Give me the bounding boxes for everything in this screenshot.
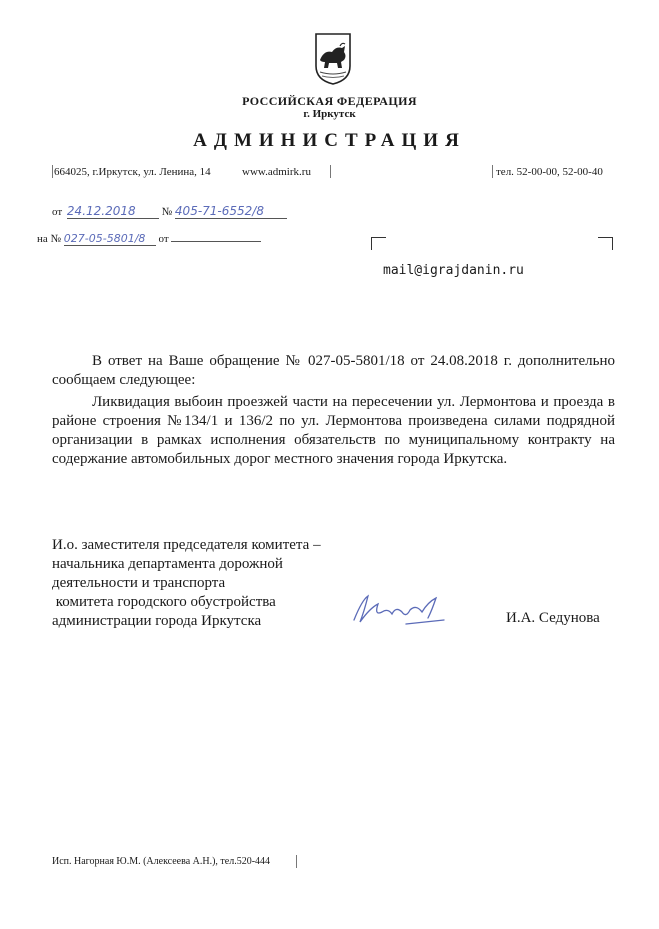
outgoing-date-row: [52, 204, 287, 219]
reply-to-row: [37, 231, 261, 246]
divider: [296, 855, 297, 868]
country-name: РОССИЙСКАЯ ФЕДЕРАЦИЯ: [242, 94, 417, 108]
number-prefix: №: [161, 206, 173, 218]
phone: тел. 52-00-00, 52-00-40: [496, 166, 603, 178]
signatory-title: [52, 536, 362, 631]
reply-date-prefix: от: [158, 233, 169, 245]
address: 664025, г.Иркутск, ул. Ленина, 14: [54, 166, 211, 178]
signatory-title-line: администрации города Иркутска: [52, 613, 262, 629]
divider: [492, 165, 493, 178]
signatory-title-line: И.о. заместителя председателя комитета –: [52, 537, 321, 553]
divider: [330, 165, 331, 178]
reply-date-blank: [171, 231, 261, 242]
coat-of-arms-icon: [314, 32, 352, 86]
body-paragraph-1: В ответ на Ваше обращение № 027-05-5801/18 от 24.08.2018 г. дополнительно сообщаем следующее:: [52, 353, 615, 388]
addressee-corner-tl: [371, 237, 386, 250]
signatory-title-line: деятельности и транспорта: [52, 575, 226, 591]
outgoing-number-handwritten: 405-71-6552/8: [175, 204, 287, 219]
executor-line: Исп. Нагорная Ю.М. (Алексеева А.Н.), тел.520-444: [52, 856, 271, 867]
website: www.admirk.ru: [242, 166, 311, 178]
date-prefix: от: [52, 206, 63, 218]
divider: [52, 165, 53, 178]
signatory-title-line: комитета городского обустройства: [52, 594, 276, 610]
signatory-title-line: начальника департамента дорожной: [52, 556, 283, 572]
reply-number-handwritten: 027-05-5801/8: [64, 232, 156, 246]
addressee-corner-tr: [598, 237, 613, 250]
body-paragraph-2: Ликвидация выбоин проезжей части на пересечении ул. Лермонтова и проезда в районе строения №134/1 и 136/2 по ул. Лермонтова произведена силами подрядной организации в рамках исполнения обязательств по муниципальному контракту на содержание автомобильных дорог местного значения города Иркутска.: [52, 394, 615, 467]
outgoing-date-handwritten: 24.12.2018: [67, 204, 159, 219]
organization-title: АДМИНИСТРАЦИЯ: [193, 130, 466, 151]
signatory-name: И.А. Седунова: [506, 610, 600, 626]
reply-prefix: на №: [37, 233, 62, 245]
city-name: г. Иркутск: [303, 108, 356, 120]
addressee-email: mail@igrajdanin.ru: [383, 263, 524, 278]
handwritten-signature: [348, 590, 448, 632]
